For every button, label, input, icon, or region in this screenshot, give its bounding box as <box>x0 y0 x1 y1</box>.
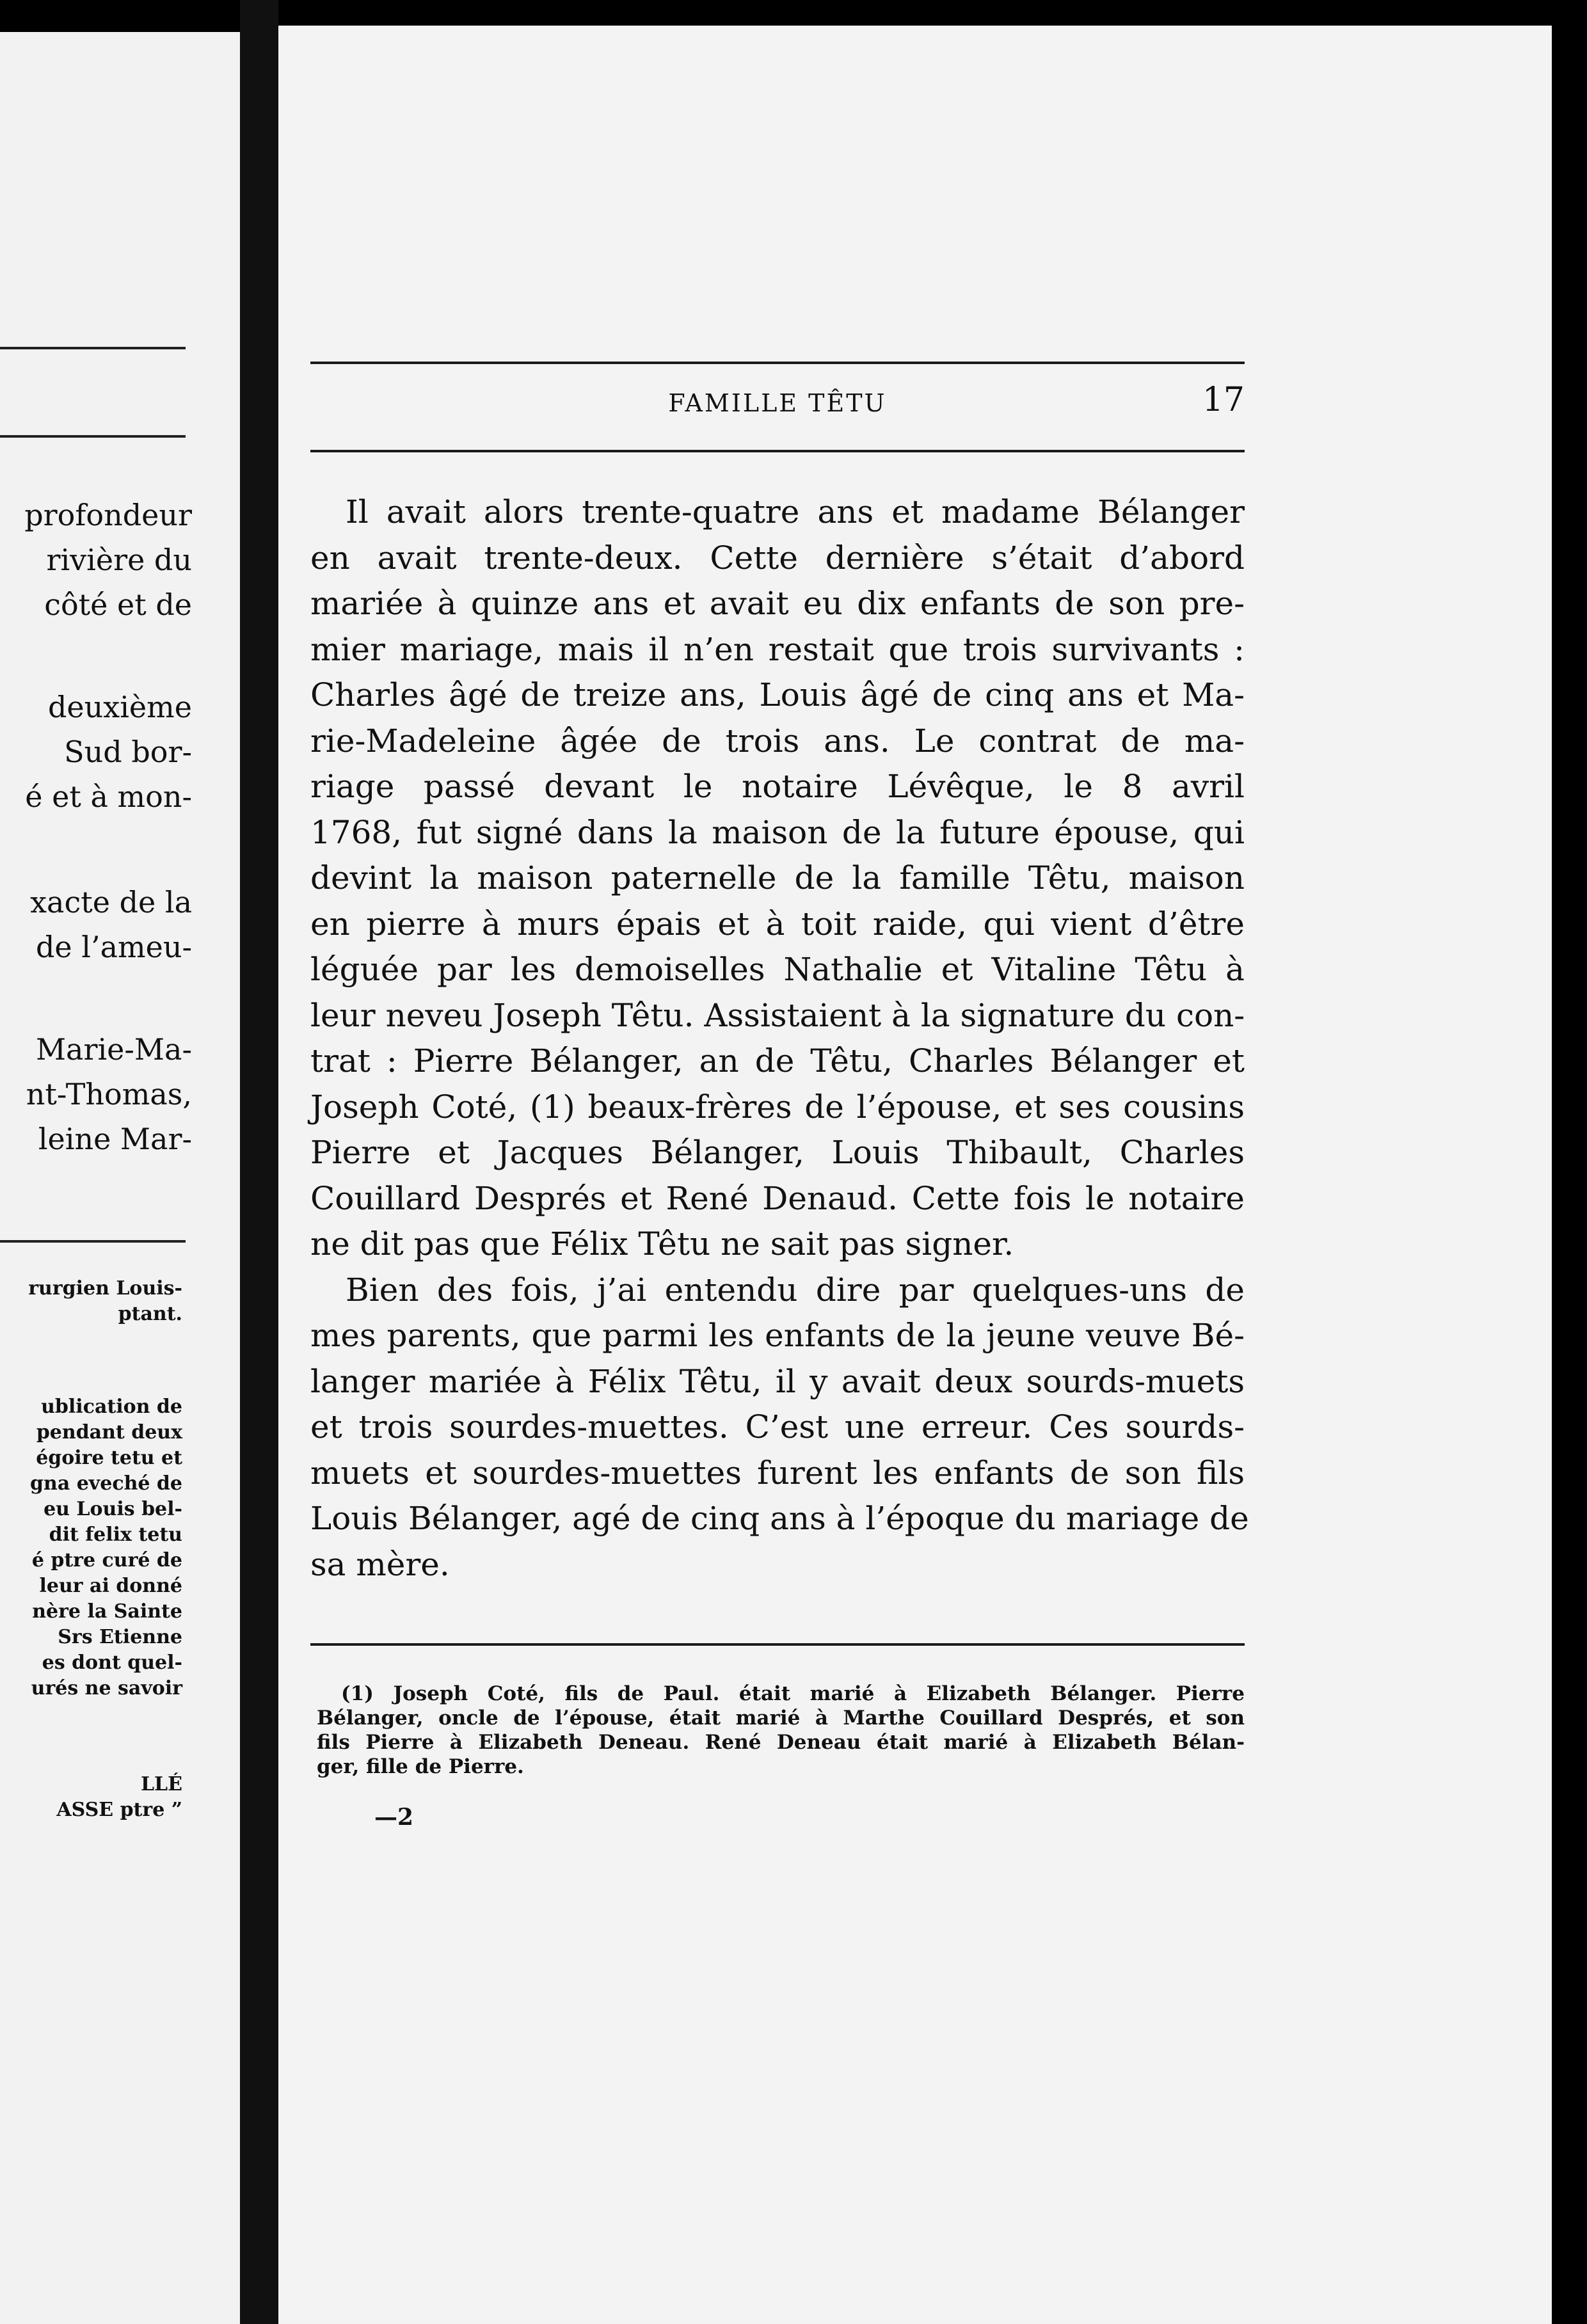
left-page-line: nt-Thomas, <box>26 1077 192 1111</box>
body-line: leur neveu Joseph Têtu. Assistaient à la signature du con- <box>310 996 1245 1034</box>
left-page-line: de l’ameu- <box>35 930 192 964</box>
left-page-footnote-line: é ptre curé de <box>31 1549 182 1572</box>
left-page-footnote-line: pendant deux <box>36 1421 182 1444</box>
left-page-footnote-line: es dont quel- <box>42 1651 182 1674</box>
body-line: en pierre à murs épais et à toit raide, qui vient d’être <box>310 905 1245 943</box>
body-line: léguée par les demoiselles Nathalie et Vitaline Têtu à <box>310 951 1245 988</box>
left-page-rule-header <box>0 435 186 438</box>
body-line: riage passé devant le notaire Lévêque, le 8 avril <box>310 768 1245 805</box>
body-line: Couillard Després et René Denaud. Cette fois le notaire <box>310 1179 1245 1217</box>
footnote <box>317 1682 1245 1779</box>
left-page-line: leine Mar- <box>38 1122 192 1156</box>
left-page-line: deuxième <box>47 690 192 724</box>
footnote-line: Bélanger, oncle de l’épouse, était marié à Marthe Couillard Després, et son <box>317 1707 1245 1730</box>
left-facing-page <box>0 32 240 2324</box>
body-line: muets et sourdes-muettes furent les enfants de son fils <box>310 1454 1245 1492</box>
left-page-line: profondeur <box>24 498 192 532</box>
body-line: langer mariée à Félix Têtu, il y avait deux sourds-muets <box>310 1362 1245 1400</box>
book-gutter <box>240 0 278 2324</box>
left-page-footnote-line: gna eveché de <box>30 1472 182 1495</box>
header-rule-bottom <box>310 450 1245 452</box>
body-line: mes parents, que parmi les enfants de la jeune veuve Bé- <box>310 1317 1245 1354</box>
body-line: Louis Bélanger, agé de cinq ans à l’époque du mariage de <box>310 1500 1249 1537</box>
left-page-footnote-line: dit felix tetu <box>49 1524 182 1546</box>
body-line: trat : Pierre Bélanger, an de Têtu, Charles Bélanger et <box>310 1042 1245 1079</box>
left-page-footnote-line: ptant. <box>118 1303 182 1325</box>
body-line: Pierre et Jacques Bélanger, Louis Thibault, Charles <box>310 1134 1245 1171</box>
running-title: FAMILLE TÊTU <box>668 389 887 417</box>
body-line: Il avait alors trente-quatre ans et madame Bélanger <box>346 493 1245 530</box>
body-line: rie-Madeleine âgée de trois ans. Le contrat de ma- <box>310 722 1245 760</box>
left-page-line: rivière du <box>46 543 192 577</box>
page-number: 17 <box>1202 381 1245 419</box>
left-page-line: é et à mon- <box>25 779 192 814</box>
left-page-line: Sud bor- <box>64 735 192 769</box>
left-page-footnote-line: eu Louis bel- <box>44 1498 182 1520</box>
body-line: Bien des fois, j’ai entendu dire par quelques-uns de <box>346 1271 1245 1309</box>
body-line: mariée à quinze ans et avait eu dix enfants de son pre- <box>310 585 1245 622</box>
body-line: et trois sourdes-muettes. C’est une erreur. Ces sourds- <box>310 1408 1245 1445</box>
body-line: devint la maison paternelle de la famille Têtu, maison <box>310 859 1245 896</box>
left-page-line: Marie-Ma- <box>35 1032 192 1067</box>
header-rule-top <box>310 362 1245 364</box>
body-line: Joseph Coté, (1) beaux-frères de l’épouse, et ses cousins <box>310 1088 1245 1126</box>
left-page-footnote-line: Srs Etienne <box>58 1626 182 1648</box>
body-line: ne dit pas que Félix Têtu ne sait pas signer. <box>310 1225 1014 1262</box>
body-line: Charles âgé de treize ans, Louis âgé de cinq ans et Ma- <box>310 676 1245 713</box>
signature-mark: —2 <box>374 1804 414 1831</box>
left-page-footnote-line: ASSE ptre ” <box>56 1799 182 1821</box>
footnote-line: fils Pierre à Elizabeth Deneau. René Deneau était marié à Elizabeth Bélan- <box>317 1731 1245 1754</box>
left-page-line: xacte de la <box>30 885 192 919</box>
body-text <box>310 489 1249 1588</box>
left-page-footnote-line: urés ne savoir <box>31 1677 182 1699</box>
paragraph-2 <box>310 1268 1249 1588</box>
left-page-footnote-line: ublication de <box>41 1396 182 1418</box>
left-page-line: côté et de <box>44 587 192 622</box>
left-page-footnote-line: nère la Sainte <box>32 1600 182 1623</box>
paragraph-1 <box>310 489 1245 1268</box>
footnote-line: ger, fille de Pierre. <box>317 1755 524 1778</box>
body-line: sa mère. <box>310 1545 450 1583</box>
left-page-footnote-line: LLÉ <box>140 1773 182 1795</box>
left-page-rule-top <box>0 347 186 349</box>
footnote-rule <box>310 1643 1245 1646</box>
left-page-rule-footnote <box>0 1240 186 1243</box>
body-line: mier mariage, mais il n’en restait que trois survivants : <box>310 630 1245 668</box>
body-line: 1768, fut signé dans la maison de la future épouse, qui <box>310 813 1245 851</box>
footnote-line: (1) Joseph Coté, fils de Paul. était marié à Elizabeth Bélanger. Pierre <box>341 1682 1245 1705</box>
left-page-footnote-line: rurgien Louis- <box>28 1277 182 1300</box>
body-line: en avait trente-deux. Cette dernière s’était d’abord <box>310 539 1245 577</box>
left-page-footnote-line: leur ai donné <box>39 1575 182 1597</box>
left-page-footnote-line: égoire tetu et <box>36 1447 182 1469</box>
page-edge-shadow <box>1552 0 1587 2324</box>
